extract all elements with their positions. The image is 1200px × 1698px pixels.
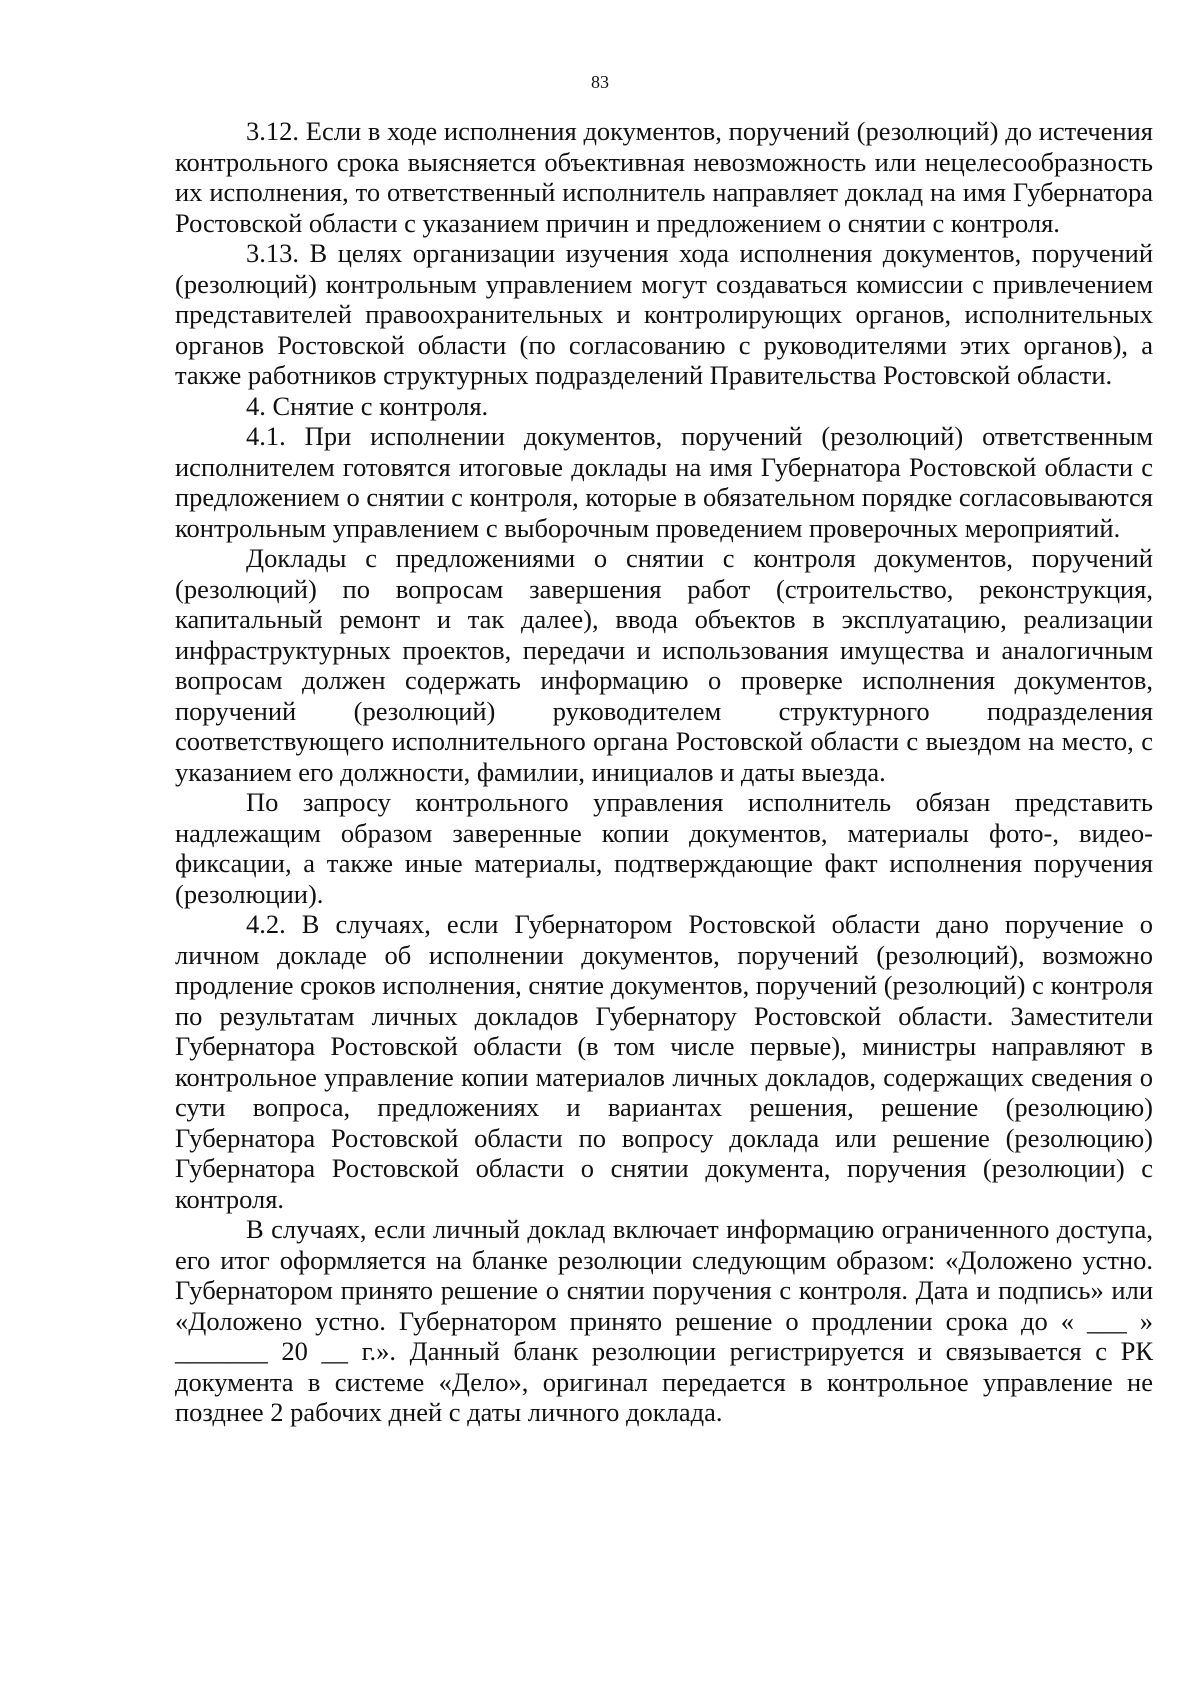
paragraph-restricted-access: В случаях, если личный доклад включает информацию ограниченного доступа, его итог оформляется на бланке резолюции следующим образом: «Доложено устно. Губернатором принято решение о снятии поручения с контроля. Дата и подпись» или «Доложено устно. Губернатором принято решение о продлении срока до « ___ » _______ 20 __ г.». Данный бланк резолюции регистрируется и связывается с РК документа в системе «Дело», оригинал передается в контрольное управление не позднее 2 рабочих дней с даты личного доклада.: [175, 1214, 1153, 1427]
document-body: [175, 116, 1153, 1428]
page-number: 83: [591, 72, 609, 92]
section-heading-4: 4. Снятие с контроля.: [246, 390, 489, 421]
paragraph-3-13: 3.13. В целях организации изучения хода исполнения документов, поручений (резолюций) контрольным управлением могут создаваться комиссии с привлечением представителей правоохранительных и контролирующих органов, исполнительных органов Ростовской области (по согласованию с руководителями этих органов), а также работников структурных подразделений Правительства Ростовской области.: [175, 238, 1153, 390]
paragraph-3-12: 3.12. Если в ходе исполнения документов, поручений (резолюций) до истечения контрольного срока выясняется объективная невозможность или нецелесообразность их исполнения, то ответственный исполнитель направляет доклад на имя Губернатора Ростовской области с указанием причин и предложением о снятии с контроля.: [175, 116, 1153, 238]
paragraph-reports-requirements: Доклады с предложениями о снятии с контроля документов, поручений (резолюций) по вопросам завершения работ (строительство, реконструкция, капитальный ремонт и так далее), ввода объектов в эксплуатацию, реализации инфраструктурных проектов, передачи и использования имущества и аналогичным вопросам должен содержать информацию о проверке исполнения документов, поручений (резолюций) руководителем структурного подразделения соответствующего исполнительного органа Ростовской области с выездом на место, с указанием его должности, фамилии, инициалов и даты выезда.: [175, 543, 1153, 787]
paragraph-4-2: 4.2. В случаях, если Губернатором Ростовской области дано поручение о личном докладе об исполнении документов, поручений (резолюций), возможно продление сроков исполнения, снятие документов, поручений (резолюций) с контроля по результатам личных докладов Губернатору Ростовской области. Заместители Губернатора Ростовской области (в том числе первые), министры направляют в контрольное управление копии материалов личных докладов, содержащих сведения о сути вопроса, предложениях и вариантах решения, решение (резолюцию) Губернатора Ростовской области по вопросу доклада или решение (резолюцию) Губернатора Ростовской области о снятии документа, поручения (резолюции) с контроля.: [175, 909, 1153, 1214]
paragraph-4-1: 4.1. При исполнении документов, поручений (резолюций) ответственным исполнителем готовятся итоговые доклады на имя Губернатора Ростовской области с предложением о снятии с контроля, которые в обязательном порядке согласовываются контрольным управлением с выборочным проведением проверочных мероприятий.: [175, 421, 1153, 543]
paragraph-request-materials: По запросу контрольного управления исполнитель обязан представить надлежащим образом заверенные копии документов, материалы фото-, видео-фиксации, а также иные материалы, подтверждающие факт исполнения поручения (резолюции).: [175, 787, 1153, 909]
